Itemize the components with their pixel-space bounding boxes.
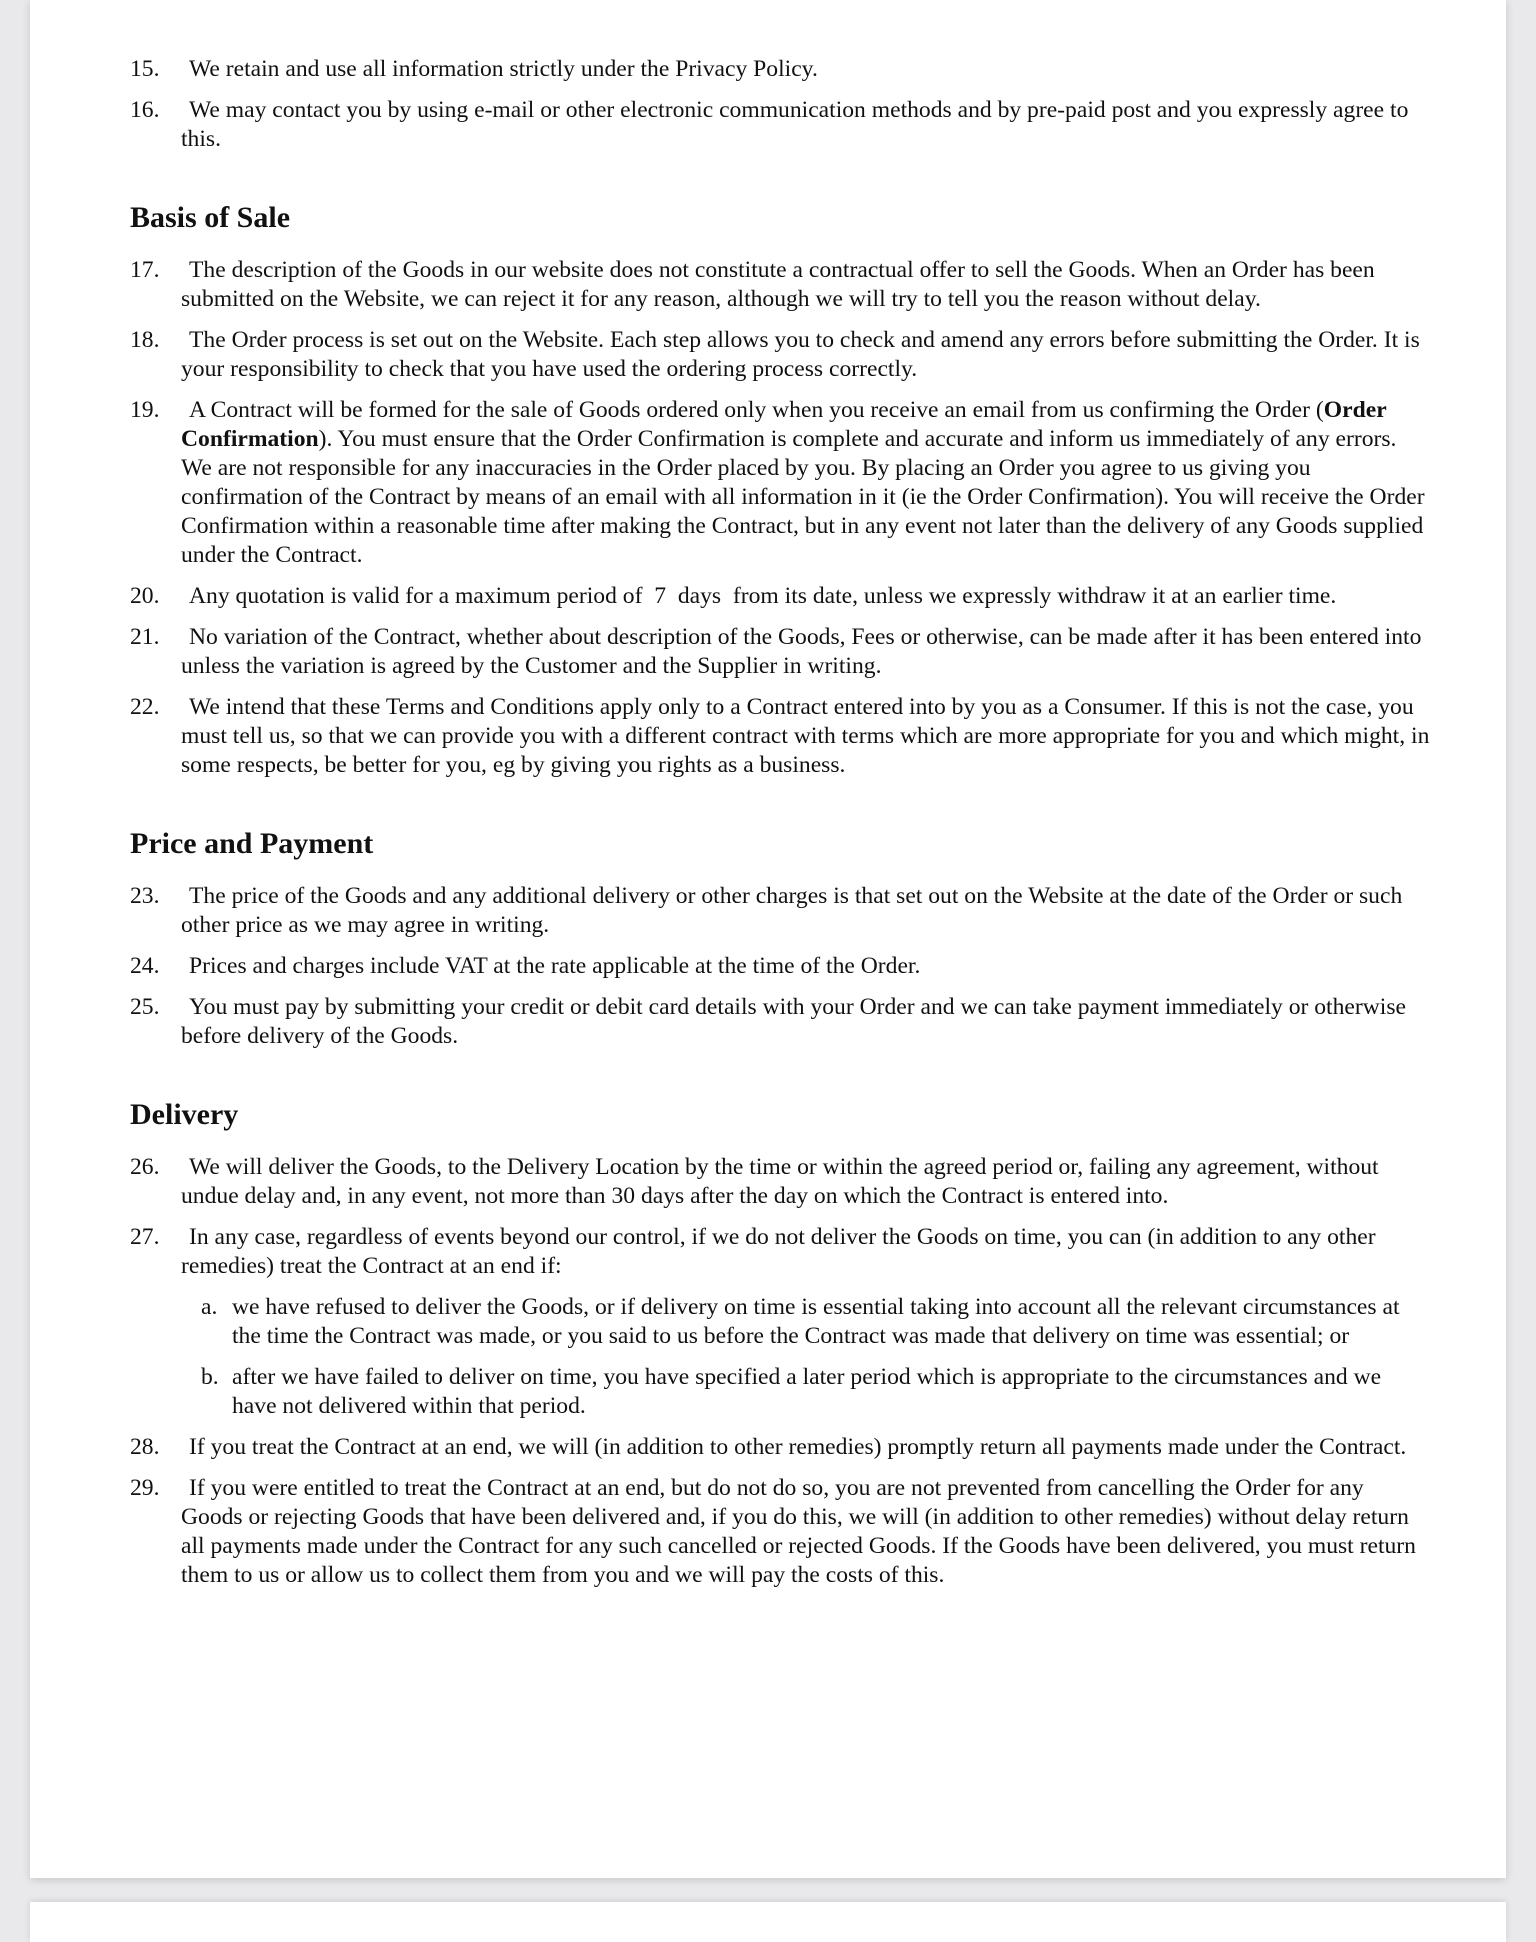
clause-text: We intend that these Terms and Conditions apply only to a Contract entered into by you as a Consumer. If this is not the case, you must tell us, so that we can provide you with a different contract with terms which are more appropriate for you and which might, in some respects, be better for you, eg by giving you rights as a business. <box>181 694 1430 778</box>
clause-number: 20. <box>130 583 160 609</box>
clause-text-post: ). You must ensure that the Order Confirmation is complete and accurate and inform us immediately of any errors. We are not responsible for any inaccuracies in the Order placed by you. By placing an Order you agree to us giving you confirmation of the Contract by means of an email with all information in it (ie the Order Confirmation). You will receive the Order Confirmation within a reasonable time after making the Contract, but in any event not later than the delivery of any Goods supplied under the Contract. <box>181 426 1425 568</box>
clause-number: 22. <box>130 694 160 720</box>
order-confirmation-term: Order Confirmation <box>181 397 1387 452</box>
clause-19 <box>130 396 1430 570</box>
clause-text: The description of the Goods in our website does not constitute a contractual offer to sell the Goods. When an Order has been submitted on the Website, we can reject it for any reason, although we will try to tell you the reason without delay. <box>181 257 1375 312</box>
clause-number: 16. <box>130 97 160 123</box>
clause-text: In any case, regardless of events beyond our control, if we do not deliver the Goods on time, you can (in addition to any other remedies) treat the Contract at an end if: <box>181 1224 1376 1279</box>
clause-28 <box>130 1433 1430 1462</box>
subclause-text: we have refused to deliver the Goods, or if delivery on time is essential taking into account all the relevant circumstances at the time the Contract was made, or you said to us before the Contract was made that delivery on time was essential; or <box>232 1294 1400 1349</box>
next-page-edge <box>30 1902 1506 1942</box>
section-heading-delivery: Delivery <box>130 1098 239 1131</box>
clause-26 <box>130 1153 1430 1211</box>
clause-text: We may contact you by using e-mail or other electronic communication methods and by pre-paid post and you expressly agree to this. <box>181 97 1409 152</box>
subclause-letter: b. <box>201 1364 219 1390</box>
clause-number: 24. <box>130 953 160 979</box>
clause-number: 27. <box>130 1224 160 1250</box>
clause-text: The price of the Goods and any additional delivery or other charges is that set out on the Website at the date of the Order or such other price as we may agree in writing. <box>181 883 1403 938</box>
clause-number: 19. <box>130 397 160 423</box>
clause-number: 26. <box>130 1154 160 1180</box>
clause-text: We will deliver the Goods, to the Delivery Location by the time or within the agreed period or, failing any agreement, without undue delay and, in any event, not more than 30 days after the day on which the Contract is entered into. <box>181 1154 1379 1209</box>
clause-text <box>181 396 1430 570</box>
clause-24 <box>130 952 1430 981</box>
clause-number: 28. <box>130 1434 160 1460</box>
clause-text: The Order process is set out on the Website. Each step allows you to check and amend any errors before submitting the Order. It is your responsibility to check that you have used the ordering process correctly. <box>181 327 1420 382</box>
subclause-text: after we have failed to deliver on time, you have specified a later period which is appropriate to the circumstances and we have not delivered within that period. <box>232 1364 1382 1419</box>
clause-text: If you were entitled to treat the Contract at an end, but do not do so, you are not prevented from cancelling the Order for any Goods or rejecting Goods that have been delivered and, if you do this, we will (in addition to other remedies) without delay return all payments made under the Contract for any such cancelled or rejected Goods. If the Goods have been delivered, you must return them to us or allow us to collect them from you and we will pay the costs of this. <box>181 1475 1416 1588</box>
clause-23 <box>130 882 1430 940</box>
clause-number: 18. <box>130 327 160 353</box>
section-heading-basis-of-sale: Basis of Sale <box>130 201 291 234</box>
subclause-b <box>130 1363 1430 1421</box>
clause-number: 25. <box>130 994 160 1020</box>
clause-text: Prices and charges include VAT at the rate applicable at the time of the Order. <box>189 953 921 979</box>
clause-25 <box>130 993 1430 1051</box>
clause-text: We retain and use all information strictly under the Privacy Policy. <box>189 56 818 82</box>
clause-22 <box>130 693 1430 780</box>
document-content <box>130 55 1430 1602</box>
clause-16 <box>130 96 1430 154</box>
clause-number: 23. <box>130 883 160 909</box>
clause-29 <box>130 1474 1430 1590</box>
clause-text: No variation of the Contract, whether about description of the Goods, Fees or otherwise, can be made after it has been entered into unless the variation is agreed by the Customer and the Supplier in writing. <box>181 624 1422 679</box>
subclause-letter: a. <box>201 1294 218 1320</box>
clause-number: 21. <box>130 624 160 650</box>
clause-18 <box>130 326 1430 384</box>
section-heading-price-and-payment: Price and Payment <box>130 827 374 860</box>
clause-17 <box>130 256 1430 314</box>
clause-text: Any quotation is valid for a maximum period of 7 days from its date, unless we expressly withdraw it at an earlier time. <box>189 583 1337 609</box>
clause-text: You must pay by submitting your credit or debit card details with your Order and we can take payment immediately or otherwise before delivery of the Goods. <box>181 994 1406 1049</box>
clause-text: If you treat the Contract at an end, we will (in addition to other remedies) promptly return all payments made under the Contract. <box>189 1434 1407 1460</box>
clause-number: 17. <box>130 257 160 283</box>
clause-number: 15. <box>130 56 160 82</box>
clause-text-pre: A Contract will be formed for the sale of Goods ordered only when you receive an email from us confirming the Order ( <box>189 397 1324 423</box>
document-page <box>30 0 1506 1878</box>
clause-number: 29. <box>130 1475 160 1501</box>
clause-20 <box>130 582 1430 611</box>
clause-15 <box>130 55 1430 84</box>
clause-27 <box>130 1223 1430 1281</box>
clause-21 <box>130 623 1430 681</box>
subclause-a <box>130 1293 1430 1351</box>
